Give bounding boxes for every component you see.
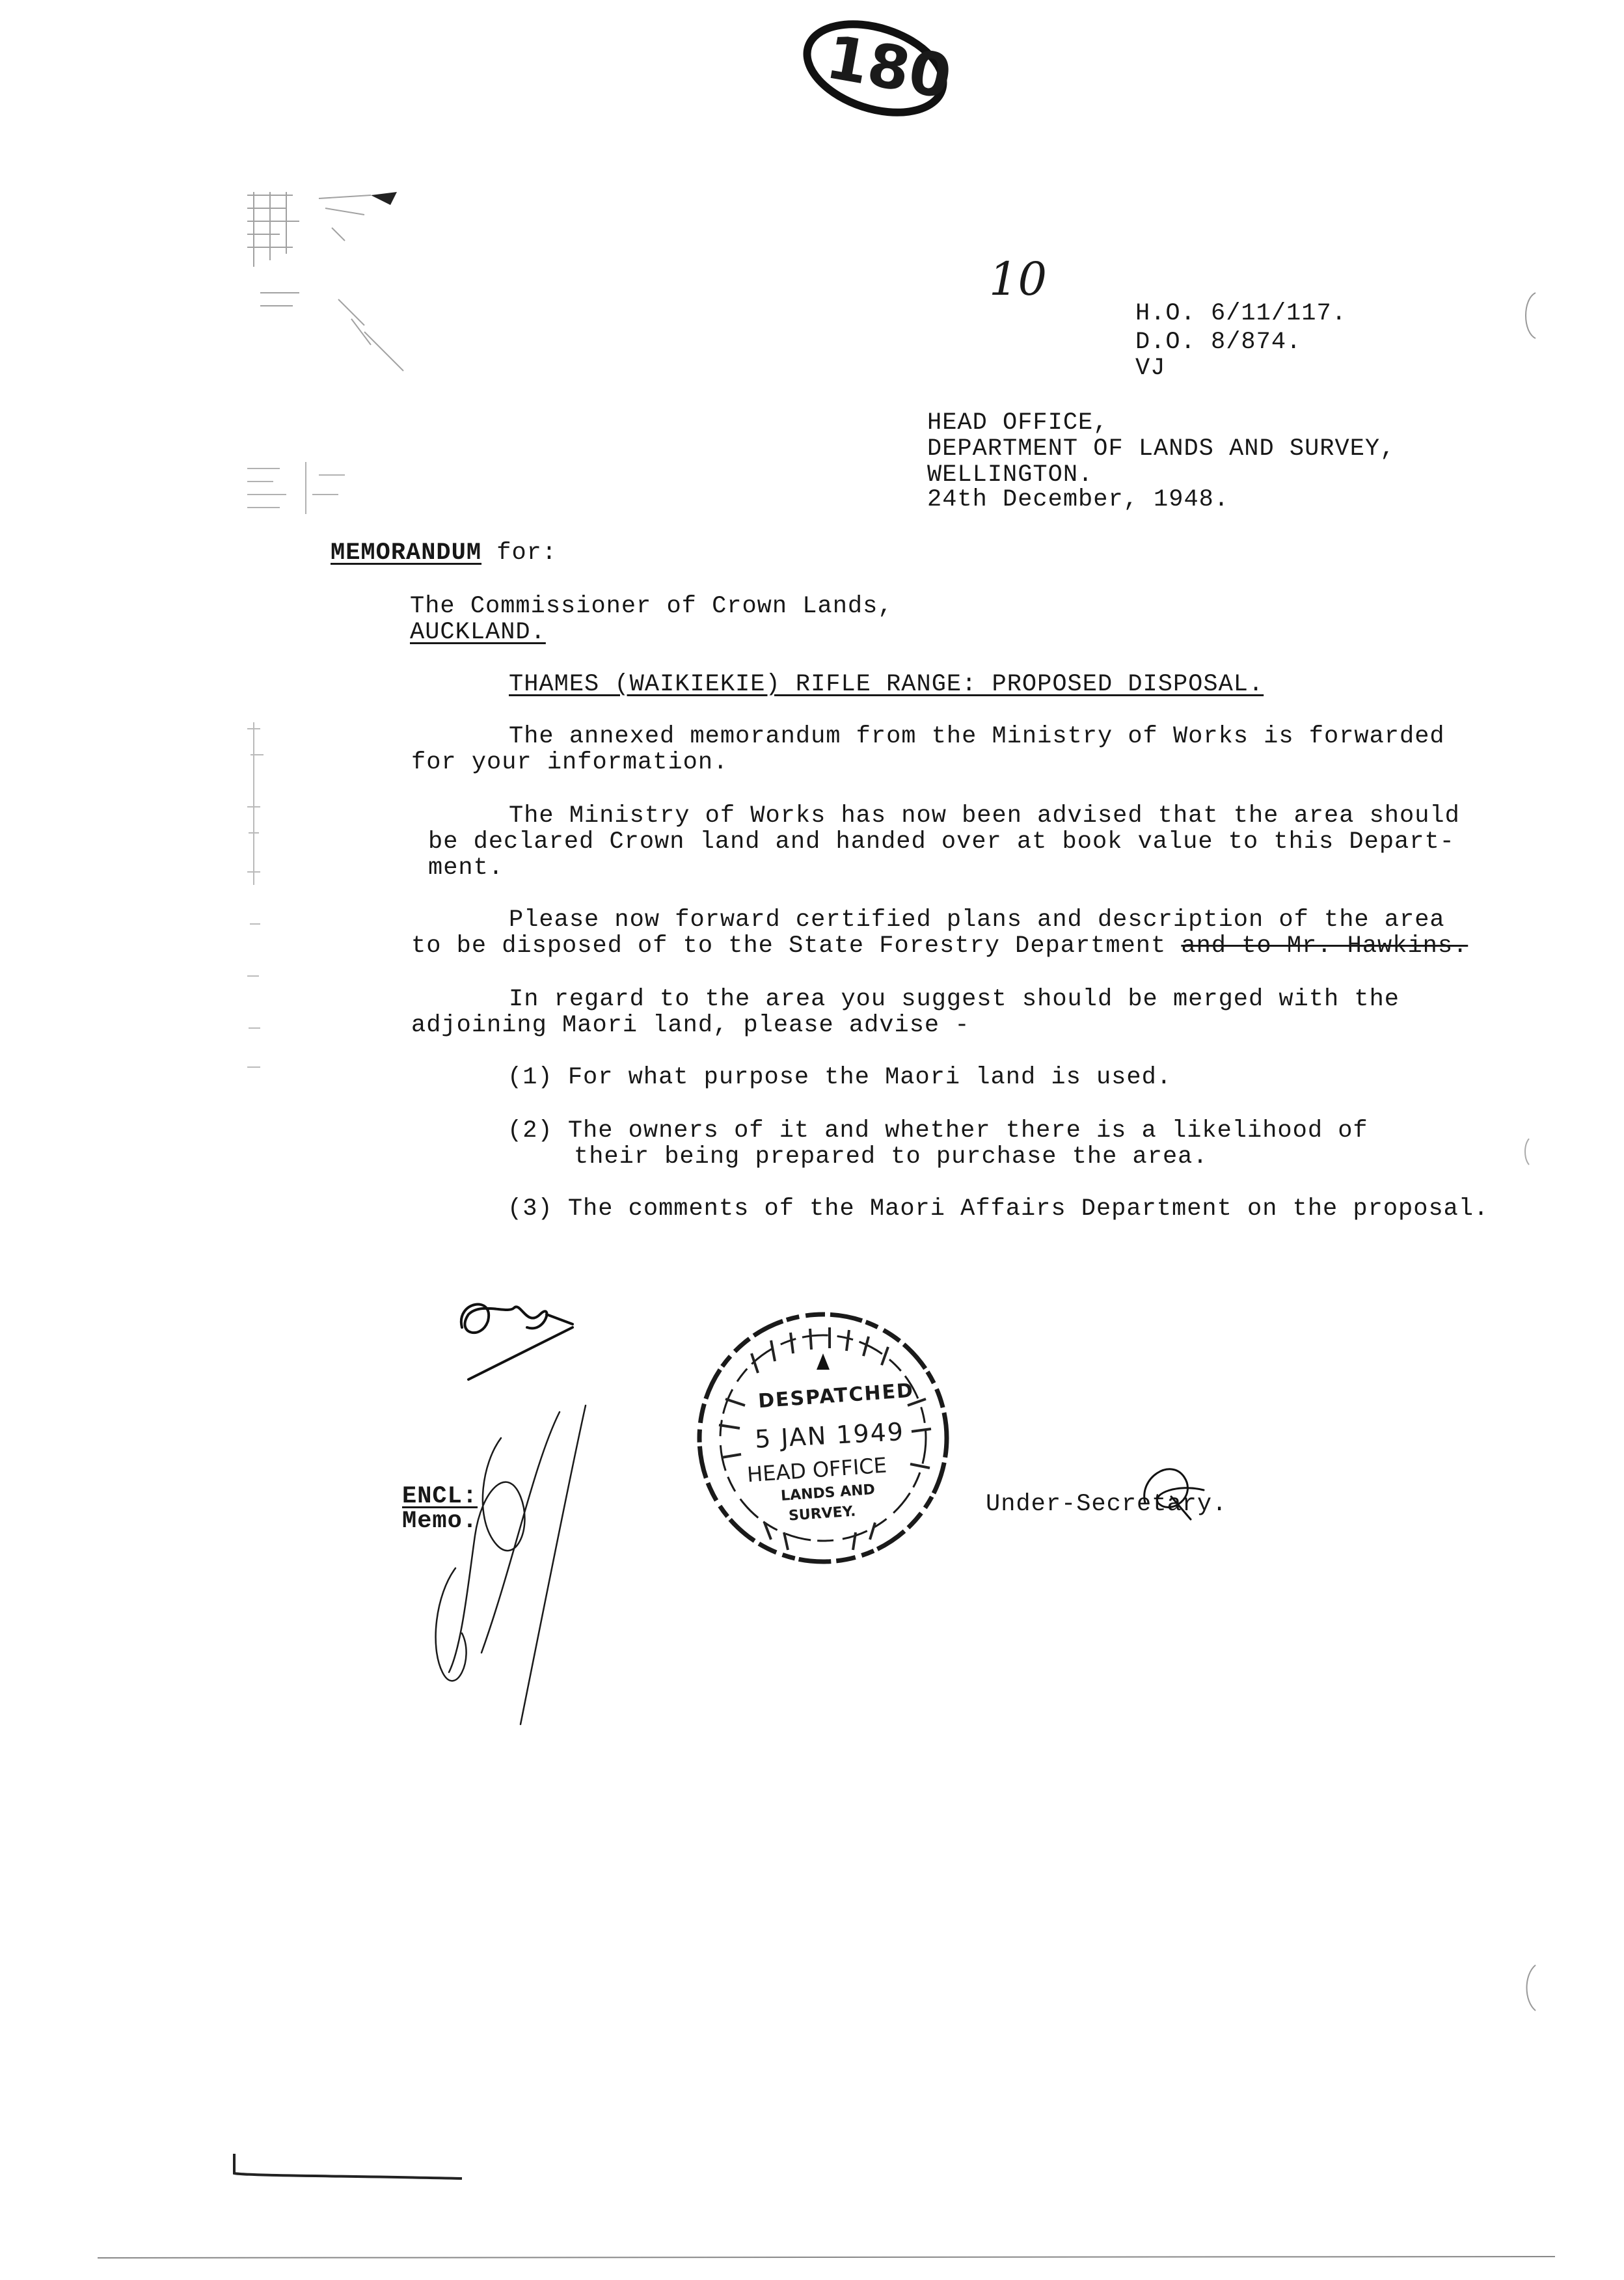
memo-heading xyxy=(331,540,557,566)
item-1-text: For what purpose the Maori land is used. xyxy=(567,1064,1172,1091)
item-2-num: (2) xyxy=(508,1117,553,1145)
item-3-num: (3) xyxy=(508,1195,553,1223)
reference-ho: H.O. 6/11/117. xyxy=(1135,300,1347,327)
stamp-line5: SURVEY. xyxy=(788,1503,857,1525)
reference-initials: VJ xyxy=(1135,355,1166,382)
stamp-line3: HEAD OFFICE xyxy=(746,1452,888,1487)
sender-line2: DEPARTMENT OF LANDS AND SURVEY, xyxy=(927,435,1396,463)
margin-faded-marks-2 xyxy=(241,455,358,534)
margin-faded-marks-3 xyxy=(241,716,293,1080)
reference-do: D.O. 8/874. xyxy=(1135,329,1302,356)
stamp-line2: 5 JAN 1949 xyxy=(754,1417,906,1454)
item-2-continuation: their being prepared to purchase the area. xyxy=(574,1143,1208,1171)
item-3 xyxy=(508,1196,1489,1222)
p3-line1: Please now forward certified plans and description of the area xyxy=(509,906,1445,934)
p2-line3: ment. xyxy=(428,854,504,882)
enclosure-label: ENCL: xyxy=(402,1483,478,1510)
bottom-binding-mark xyxy=(221,2147,468,2186)
p4-line2: adjoining Maori land, please advise - xyxy=(411,1012,970,1039)
memo-for: for: xyxy=(481,539,558,567)
p3-line2-text: to be disposed of to the State Forestry Department xyxy=(411,932,1182,960)
folio-number: 180 xyxy=(821,22,956,113)
item-1 xyxy=(508,1065,1172,1091)
sender-date: 24th December, 1948. xyxy=(927,486,1230,513)
stamp-line4: LANDS AND xyxy=(780,1481,876,1505)
p2-line1: The Ministry of Works has now been advised that the area should xyxy=(509,802,1460,830)
signatory: Under-Secretary. xyxy=(986,1491,1228,1518)
item-2 xyxy=(508,1118,1368,1144)
recipient-line1: The Commissioner of Crown Lands, xyxy=(410,593,893,620)
sender-line3: WELLINGTON. xyxy=(927,461,1094,489)
p1-line1: The annexed memorandum from the Ministry of Works is forwarded xyxy=(509,723,1445,750)
p3-struck-text: and to Mr. Hawkins. xyxy=(1181,932,1468,960)
sender-line1: HEAD OFFICE, xyxy=(927,409,1109,437)
enclosure-value: Memo. xyxy=(402,1508,478,1535)
margin-faded-marks xyxy=(241,189,423,384)
p2-line2: be declared Crown land and handed over at book value to this Depart- xyxy=(428,828,1455,856)
handwritten-signature xyxy=(403,1399,618,1737)
initial-signature xyxy=(442,1288,586,1392)
signatory-signature-mark xyxy=(1132,1458,1223,1529)
page-bottom-edge xyxy=(98,2251,1555,2264)
p1-line2: for your information. xyxy=(411,749,729,776)
item-3-text: The comments of the Maori Affairs Department on the proposal. xyxy=(567,1195,1489,1223)
item-1-num: (1) xyxy=(508,1064,553,1091)
recipient-line2: AUCKLAND. xyxy=(410,619,546,646)
subject-line: THAMES (WAIKIEKIE) RIFLE RANGE: PROPOSED DISPOSAL. xyxy=(509,671,1264,698)
memo-label: MEMORANDUM xyxy=(331,539,482,567)
p4-line1: In regard to the area you suggest should be merged with the xyxy=(509,986,1400,1013)
page-marker: 10 xyxy=(989,252,1048,306)
stamp-line1: DESPATCHED xyxy=(757,1379,915,1413)
item-2-text: The owners of it and whether there is a likelihood of xyxy=(567,1117,1368,1145)
right-margin-marks xyxy=(1509,286,1549,2043)
p3-line2 xyxy=(411,933,1468,959)
